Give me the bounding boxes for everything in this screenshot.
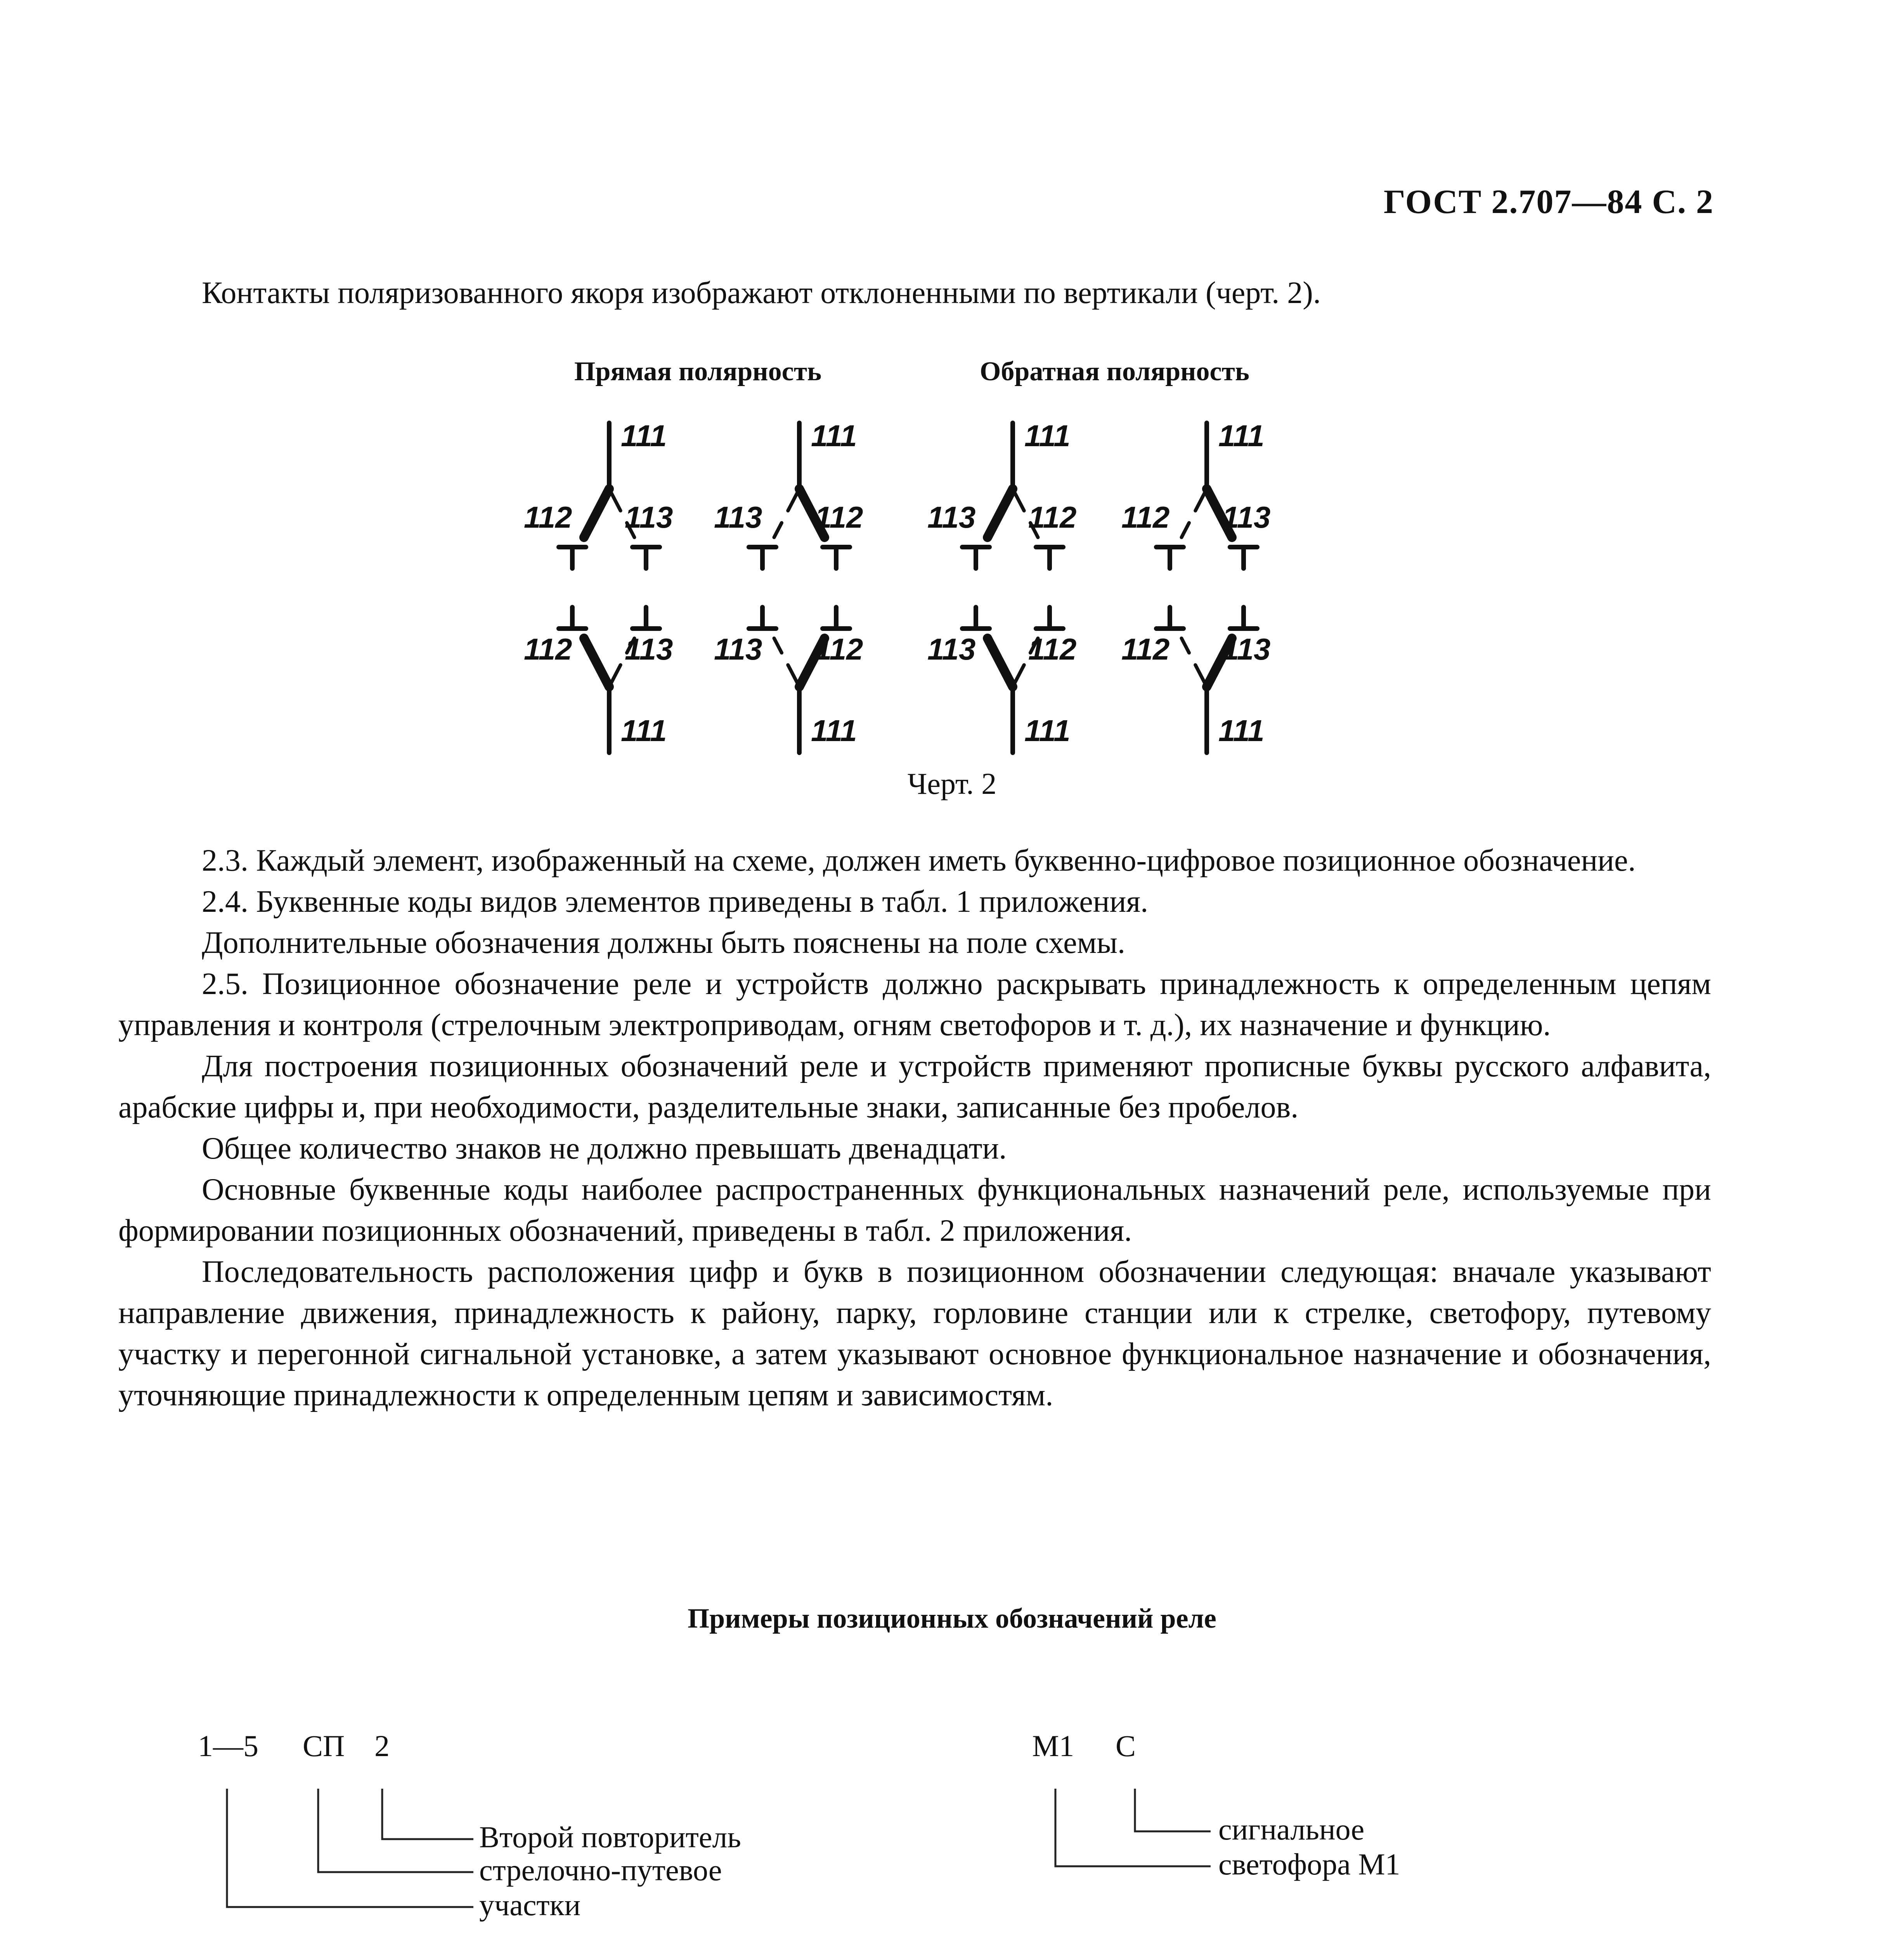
contact-number-right: 112 [815,632,863,666]
contact-number-right: 113 [625,632,673,666]
contact-number-111: 111 [621,714,667,748]
leader-ex1-code3 [382,1789,473,1839]
contact-number-right: 112 [815,500,863,534]
contact-number-111: 111 [1218,714,1265,748]
paragraph-2-5: 2.5. Позиционное обозначение реле и устройств должно раскрывать принадлежность к определенным цепям управления и контроля (стрелочным электроприводам, огням светофоров и т. д.), их назначение и функцию. [118,967,1711,1042]
ex1-code-1: 1—5 [198,1729,258,1763]
paragraph-construction: Для построения позиционных обозначений реле и устройств применяют прописные буквы русского алфавита, арабские цифры и, при необходимости, разделительные знаки, записанные без пробелов. [118,1049,1711,1124]
paragraph-additional-notes: Дополнительные обозначения должны быть пояснены на поле схемы. [202,926,1126,960]
leader-ex2-code2 [1135,1789,1211,1831]
contact-number-right: 113 [625,500,673,534]
ex2-code-1: М1 [1032,1729,1074,1763]
paragraph-letter-codes: Основные буквенные коды наиболее распространенных функциональных назначений реле, используемые при формировании позиционных обозначений, приведены в табл. 2 приложения. [118,1173,1711,1248]
leader-ex1-code1 [227,1789,473,1907]
figure-caption: Черт. 2 [907,767,997,800]
contact-number-left: 113 [714,632,762,666]
contact-number-111: 111 [1218,419,1265,453]
contact-number-left: 113 [714,500,762,534]
leader-ex1-code2 [318,1789,473,1872]
ex2-label-1: сигнальное [1218,1812,1365,1846]
contact-number-left: 112 [524,632,572,666]
ex1-label-1: Второй повторитель [479,1820,741,1854]
intro-text: Контакты поляризованного якоря изображают отклоненными по вертикали (черт. 2). [202,276,1321,310]
paragraph-2-4: 2.4. Буквенные коды видов элементов приведены в табл. 1 приложения. [202,885,1149,919]
ex1-label-3: участки [479,1888,581,1922]
figure-title-reverse-polarity: Обратная полярность [980,357,1249,386]
examples-title: Примеры позиционных обозначений реле [688,1603,1216,1634]
paragraph-2-3: 2.3. Каждый элемент, изображенный на схеме, должен иметь буквенно-цифровое позиционное обозначение. [202,844,1636,878]
ex1-code-3: 2 [374,1729,390,1763]
contact-number-111: 111 [621,419,667,453]
contact-number-111: 111 [811,714,857,748]
figure-title-direct-polarity: Прямая полярность [574,357,822,386]
contact-number-right: 112 [1028,500,1077,534]
ex2-code-2: С [1116,1729,1136,1763]
ex1-code-2: СП [303,1729,345,1763]
contact-number-111: 111 [811,419,857,453]
paragraph-sequence: Последовательность расположения цифр и букв в позиционном обозначении следующая: вначале указывают направление движения, принадлежность к району, парку, горловине станции или к стрелке, светофору, путевому участку и перегонной сигнальной установке, а затем указывают основное функциональное назначение и обозначения, уточняющие принадлежности к определенным цепям и зависимостям. [118,1255,1711,1412]
contact-number-right: 112 [1028,632,1077,666]
paragraph-char-count: Общее количество знаков не должно превышать двенадцати. [202,1131,1007,1166]
contact-number-left: 113 [927,500,976,534]
ex1-label-2: стрелочно-путевое [479,1853,722,1887]
page-header: ГОСТ 2.707—84 С. 2 [1383,183,1714,221]
contact-number-right: 113 [1222,500,1271,534]
contact-number-left: 112 [524,500,572,534]
contact-number-111: 111 [1024,419,1071,453]
leader-ex2-code1 [1055,1789,1211,1866]
ex2-label-2: светофора М1 [1218,1847,1400,1881]
contact-number-111: 111 [1024,714,1071,748]
contact-number-right: 113 [1222,632,1271,666]
contact-number-left: 112 [1121,500,1170,534]
contact-number-left: 113 [927,632,976,666]
contact-number-left: 112 [1121,632,1170,666]
